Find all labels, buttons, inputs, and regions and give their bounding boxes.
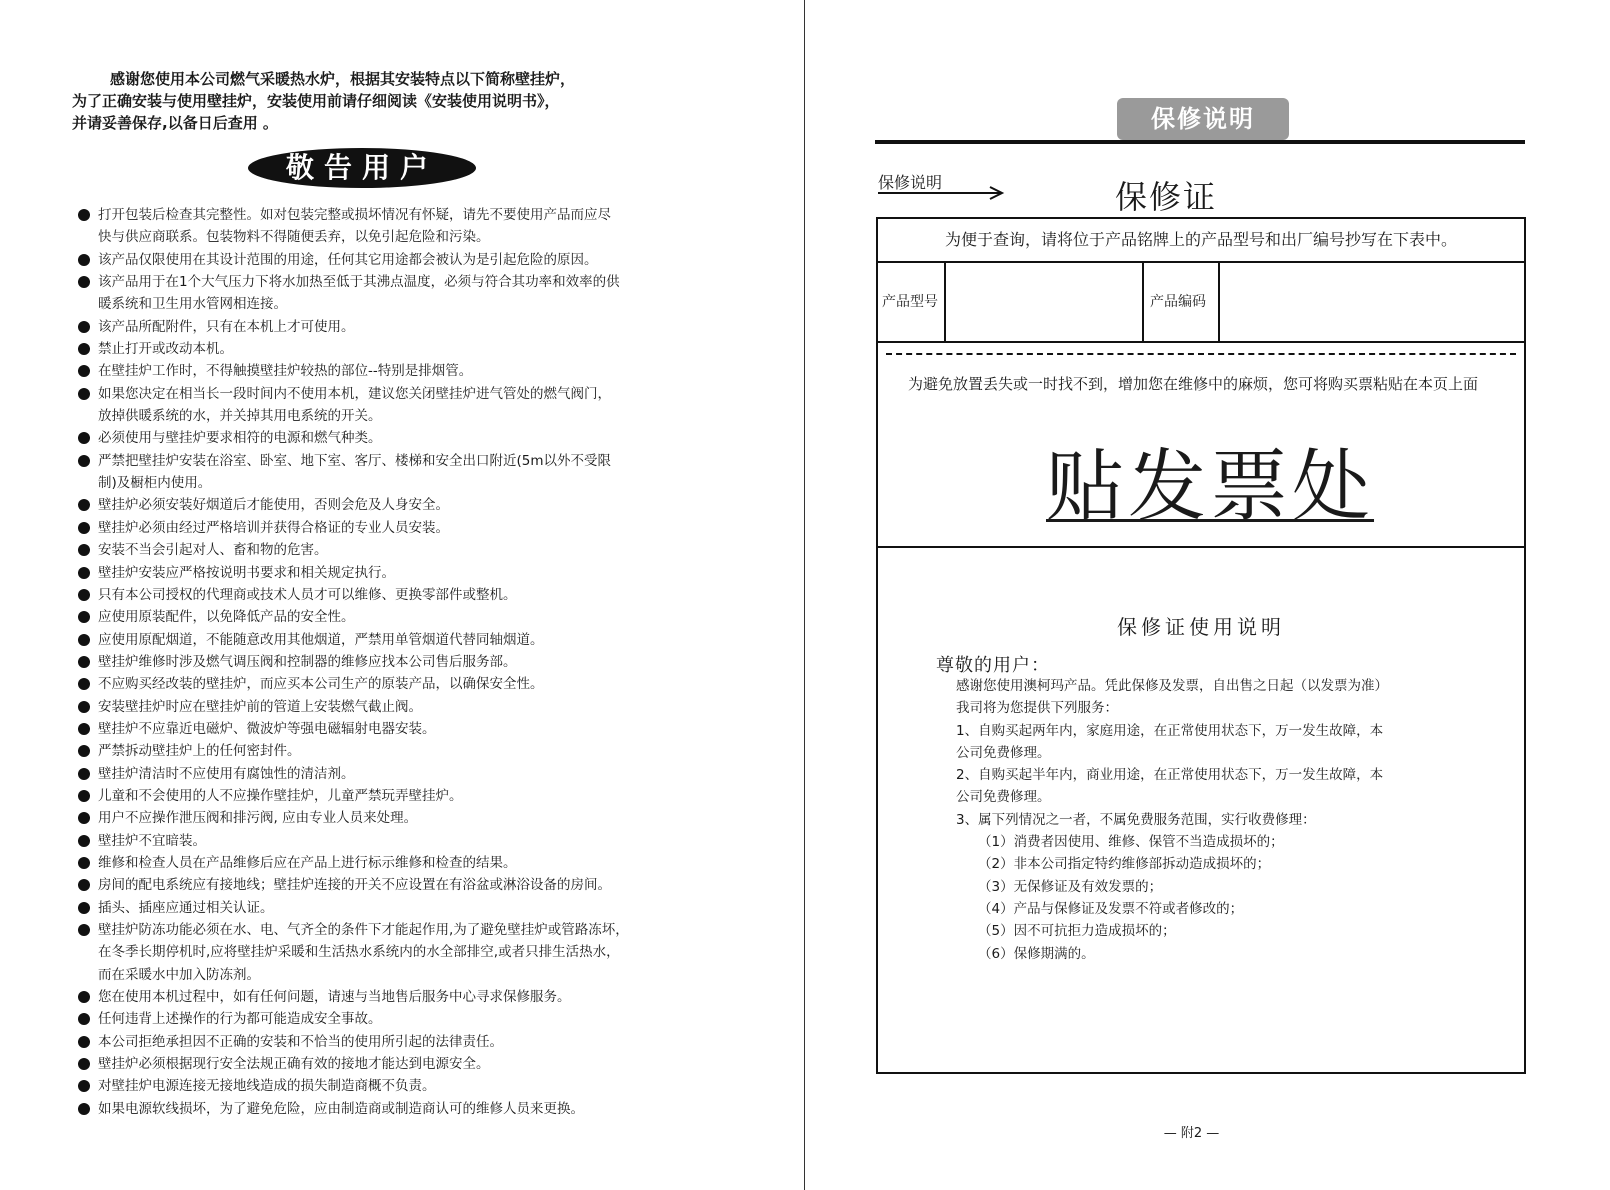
warning-item bbox=[78, 830, 718, 852]
warning-item bbox=[78, 383, 718, 428]
bullet-icon bbox=[78, 321, 90, 333]
usage-subitem: （2）非本公司指定特约维修部拆动造成损坏的； bbox=[978, 856, 1271, 873]
usage-line: 2、自购买起半年内，商业用途，在正常使用状态下，万一发生故障，本 bbox=[956, 767, 1384, 784]
warning-item bbox=[78, 584, 718, 606]
usage-line: 1、自购买起两年内，家庭用途，在正常使用状态下，万一发生故障，本 bbox=[956, 722, 1384, 739]
warning-text: 维修和检查人员在产品维修后应在产品上进行标示维修和检查的结果。 bbox=[98, 854, 517, 871]
bullet-icon bbox=[78, 790, 90, 802]
bullet-icon bbox=[78, 857, 90, 869]
page-number-text: — 附2 — bbox=[1163, 1126, 1220, 1141]
bullet-icon bbox=[78, 723, 90, 735]
usage-line: 感谢您使用澳柯玛产品。凭此保修及发票，自出售之日起（以发票为准） bbox=[956, 678, 1388, 694]
warning-text: 应使用原装配件，以免降低产品的安全性。 bbox=[98, 609, 355, 626]
bullet-icon bbox=[78, 365, 90, 377]
warning-text: 用户不应操作泄压阀和排污阀, 应由专业人员来处理。 bbox=[98, 810, 418, 827]
bullet-icon bbox=[78, 656, 90, 668]
warning-item bbox=[78, 249, 718, 271]
warning-text: 该产品用于在1个大气压力下将水加热至低于其沸点温度，必须与符合其功率和效率的供 bbox=[98, 274, 620, 291]
usage-subitem: （1）消费者因使用、维修、保管不当造成损坏的； bbox=[978, 834, 1284, 851]
warning-text: 插头、插座应通过相关认证。 bbox=[98, 899, 274, 916]
warning-item bbox=[78, 651, 718, 673]
bullet-icon bbox=[78, 499, 90, 511]
warning-item bbox=[78, 204, 718, 249]
warning-text: 如果您决定在相当长一段时间内不使用本机，建议您关闭壁挂炉进气管处的燃气阀门， bbox=[98, 385, 611, 402]
warning-item bbox=[78, 629, 718, 651]
bullet-icon bbox=[78, 209, 90, 221]
bullet-icon bbox=[78, 432, 90, 444]
warning-item bbox=[78, 494, 718, 516]
page-number bbox=[805, 1122, 1610, 1141]
bullet-icon bbox=[78, 567, 90, 579]
warning-item bbox=[78, 807, 718, 829]
warning-item bbox=[78, 360, 718, 382]
serial-field[interactable] bbox=[1220, 263, 1520, 341]
bullet-icon bbox=[78, 254, 90, 266]
warning-text: 安装壁挂炉时应在壁挂炉前的管道上安装燃气截止阀。 bbox=[98, 698, 422, 715]
warranty-card-title: 保修证 bbox=[1115, 178, 1218, 216]
bullet-icon bbox=[78, 768, 90, 780]
invoice-note: 为避免放置丢失或一时找不到，增加您在维修中的麻烦，您可将购买票粘贴在本页上面 bbox=[908, 375, 1479, 393]
warning-text: 壁挂炉不宜暗装。 bbox=[98, 832, 206, 849]
warning-text: 您在使用本机过程中，如有任何问题，请速与当地售后服务中心寻求保修服务。 bbox=[98, 989, 571, 1006]
warning-text: 只有本公司授权的代理商或技术人员才可以维修、更换零部件或整机。 bbox=[98, 586, 517, 603]
warning-text: 该产品所配附件，只有在本机上才可使用。 bbox=[98, 318, 355, 335]
intro-line: 感谢您使用本公司燃气采暖热水炉，根据其安装特点以下简称壁挂炉， bbox=[110, 70, 576, 88]
warning-text: 壁挂炉必须安装好烟道后才能使用，否则会危及人身安全。 bbox=[98, 497, 449, 514]
invoice-paste-area: 贴发票处 bbox=[1046, 442, 1375, 532]
usage-line: 公司免费修理。 bbox=[956, 789, 1051, 806]
warning-text: 放掉供暖系统的水，并关掉其用电系统的开关。 bbox=[98, 408, 382, 425]
warning-text: 制)及橱柜内使用。 bbox=[98, 475, 212, 492]
warning-text: 壁挂炉防冻功能必须在水、电、气齐全的条件下才能起作用,为了避免壁挂炉或管路冻坏， bbox=[98, 922, 629, 938]
warning-item bbox=[78, 986, 718, 1008]
warning-text: 不应购买经改装的壁挂炉，而应买本公司生产的原装产品，以确保安全性。 bbox=[98, 676, 544, 693]
intro-line: 为了正确安装与使用壁挂炉，安装使用前请仔细阅读《安装使用说明书》， bbox=[72, 92, 560, 110]
warning-text: 壁挂炉清洁时不应使用有腐蚀性的清洁剂。 bbox=[98, 765, 355, 782]
warning-text: 房间的配电系统应有接地线；壁挂炉连接的开关不应设置在有浴盆或淋浴设备的房间。 bbox=[98, 877, 611, 894]
warning-item bbox=[78, 852, 718, 874]
side-label: 保修说明 bbox=[878, 173, 943, 192]
warning-item bbox=[78, 450, 718, 495]
usage-line: 公司免费修理。 bbox=[956, 744, 1051, 761]
warning-item bbox=[78, 606, 718, 628]
card-separator bbox=[878, 546, 1524, 548]
warning-text: 而在采暖水中加入防冻剂。 bbox=[98, 966, 260, 983]
usage-line: 我司将为您提供下列服务： bbox=[956, 700, 1118, 717]
bullet-icon bbox=[78, 589, 90, 601]
warning-item bbox=[78, 740, 718, 762]
bullet-icon bbox=[78, 611, 90, 623]
warning-text: 打开包装后检查其完整性。如对包装完整或损坏情况有怀疑，请先不要使用产品而应尽 bbox=[98, 207, 611, 223]
warning-item bbox=[78, 785, 718, 807]
warning-text: 在壁挂炉工作时，不得触摸壁挂炉较热的部位--特别是排烟管。 bbox=[98, 363, 473, 380]
bullet-icon bbox=[78, 634, 90, 646]
bullet-icon bbox=[78, 544, 90, 556]
left-page bbox=[0, 0, 804, 1190]
intro-paragraph bbox=[72, 68, 712, 134]
warning-item bbox=[78, 1031, 718, 1053]
header-rule bbox=[875, 140, 1525, 144]
warning-text: 如果电源软线损坏，为了避免危险，应由制造商或制造商认可的维修人员来更换。 bbox=[98, 1100, 584, 1117]
warning-text: 任何违背上述操作的行为都可能造成安全事故。 bbox=[98, 1011, 382, 1028]
bullet-icon bbox=[78, 1058, 90, 1070]
warning-text: 严禁拆动壁挂炉上的任何密封件。 bbox=[98, 743, 301, 760]
bullet-icon bbox=[78, 835, 90, 847]
warranty-card bbox=[876, 217, 1526, 1074]
warning-text: 快与供应商联系。包装物料不得随便丢弃，以免引起危险和污染。 bbox=[98, 229, 490, 246]
model-field[interactable] bbox=[946, 263, 1142, 341]
usage-title: 保修证使用说明 bbox=[1117, 615, 1285, 639]
bullet-icon bbox=[78, 745, 90, 757]
warning-item bbox=[78, 316, 718, 338]
warnings-list bbox=[78, 204, 718, 1120]
warning-item bbox=[78, 763, 718, 785]
section-title-badge: 保修说明 bbox=[1117, 98, 1289, 140]
warning-text: 安装不当会引起对人、畜和物的危害。 bbox=[98, 542, 328, 559]
warning-text: 儿童和不会使用的人不应操作壁挂炉，儿童严禁玩弄壁挂炉。 bbox=[98, 787, 463, 804]
bullet-icon bbox=[78, 1036, 90, 1048]
table-divider bbox=[1142, 263, 1144, 341]
usage-subitem: （6）保修期满的。 bbox=[978, 945, 1095, 962]
warning-text: 应使用原配烟道，不能随意改用其他烟道，严禁用单管烟道代替同轴烟道。 bbox=[98, 631, 544, 648]
warning-text: 对壁挂炉电源连接无接地线造成的损失制造商概不负责。 bbox=[98, 1078, 436, 1095]
warning-text: 壁挂炉必须根据现行安全法规正确有效的接地才能达到电源安全。 bbox=[98, 1056, 490, 1073]
warning-text: 在冬季长期停机时,应将壁挂炉采暖和生活热水系统内的水全部排空,或者只排生活热水， bbox=[98, 944, 620, 961]
table-instruction: 为便于查询，请将位于产品铭牌上的产品型号和出厂编号抄写在下表中。 bbox=[878, 219, 1524, 263]
warning-item bbox=[78, 1008, 718, 1030]
warning-item bbox=[78, 1075, 718, 1097]
warning-item bbox=[78, 562, 718, 584]
warning-item bbox=[78, 517, 718, 539]
warning-item bbox=[78, 696, 718, 718]
model-label: 产品型号 bbox=[882, 294, 938, 310]
warning-text: 禁止打开或改动本机。 bbox=[98, 341, 233, 358]
warning-item bbox=[78, 427, 718, 449]
warning-item bbox=[78, 539, 718, 561]
warning-item bbox=[78, 338, 718, 360]
bullet-icon bbox=[78, 991, 90, 1003]
intro-line: 并请妥善保存,以备日后查用 。 bbox=[72, 114, 278, 132]
usage-terms bbox=[956, 675, 1476, 965]
greeting: 尊敬的用户： bbox=[936, 655, 1050, 676]
usage-subitem: （4）产品与保修证及发票不符或者修改的； bbox=[978, 900, 1244, 917]
warning-item bbox=[78, 897, 718, 919]
bullet-icon bbox=[78, 343, 90, 355]
bullet-icon bbox=[78, 276, 90, 288]
warning-item bbox=[78, 718, 718, 740]
bullet-icon bbox=[78, 701, 90, 713]
right-page bbox=[805, 0, 1610, 1190]
usage-subitem: （5）因不可抗拒力造成损坏的； bbox=[978, 923, 1176, 940]
warning-text: 壁挂炉不应靠近电磁炉、微波炉等强电磁辐射电器安装。 bbox=[98, 720, 436, 737]
serial-label: 产品编码 bbox=[1150, 294, 1206, 310]
bullet-icon bbox=[78, 1080, 90, 1092]
warning-text: 该产品仅限使用在其设计范围的用途，任何其它用途都会被认为是引起危险的原因。 bbox=[98, 251, 598, 268]
cut-line bbox=[886, 353, 1516, 355]
usage-line: 3、属下列情况之一者，不属免费服务范围，实行收费修理： bbox=[956, 811, 1316, 828]
warning-item bbox=[78, 1098, 718, 1120]
bullet-icon bbox=[78, 1103, 90, 1115]
warning-text: 暖系统和卫生用水管网相连接。 bbox=[98, 296, 287, 313]
bullet-icon bbox=[78, 678, 90, 690]
warning-text: 壁挂炉必须由经过严格培训并获得合格证的专业人员安装。 bbox=[98, 519, 449, 536]
warning-text: 必须使用与壁挂炉要求相符的电源和燃气种类。 bbox=[98, 430, 382, 447]
bullet-icon bbox=[78, 388, 90, 400]
warning-item bbox=[78, 673, 718, 695]
bullet-icon bbox=[78, 879, 90, 891]
warning-item bbox=[78, 874, 718, 896]
bullet-icon bbox=[78, 522, 90, 534]
warning-text: 本公司拒绝承担因不正确的安装和不恰当的使用所引起的法律责任。 bbox=[98, 1033, 503, 1050]
bullet-icon bbox=[78, 812, 90, 824]
product-info-row bbox=[878, 263, 1524, 343]
warning-item bbox=[78, 1053, 718, 1075]
bullet-icon bbox=[78, 1013, 90, 1025]
bullet-icon bbox=[78, 924, 90, 936]
warning-text: 壁挂炉维修时涉及燃气调压阀和控制器的维修应找本公司售后服务部。 bbox=[98, 653, 517, 670]
bullet-icon bbox=[78, 902, 90, 914]
warning-item bbox=[78, 271, 718, 316]
bullet-icon bbox=[78, 455, 90, 467]
usage-subitem: （3）无保修证及有效发票的； bbox=[978, 878, 1163, 895]
notice-title-badge: 敬告用户 bbox=[248, 148, 476, 188]
warning-text: 壁挂炉安装应严格按说明书要求和相关规定执行。 bbox=[98, 564, 395, 581]
warning-text: 严禁把壁挂炉安装在浴室、卧室、地下室、客厅、楼梯和安全出口附近(5m以外不受限 bbox=[98, 452, 612, 469]
arrow-right-icon bbox=[878, 186, 1006, 200]
warning-item bbox=[78, 919, 718, 986]
